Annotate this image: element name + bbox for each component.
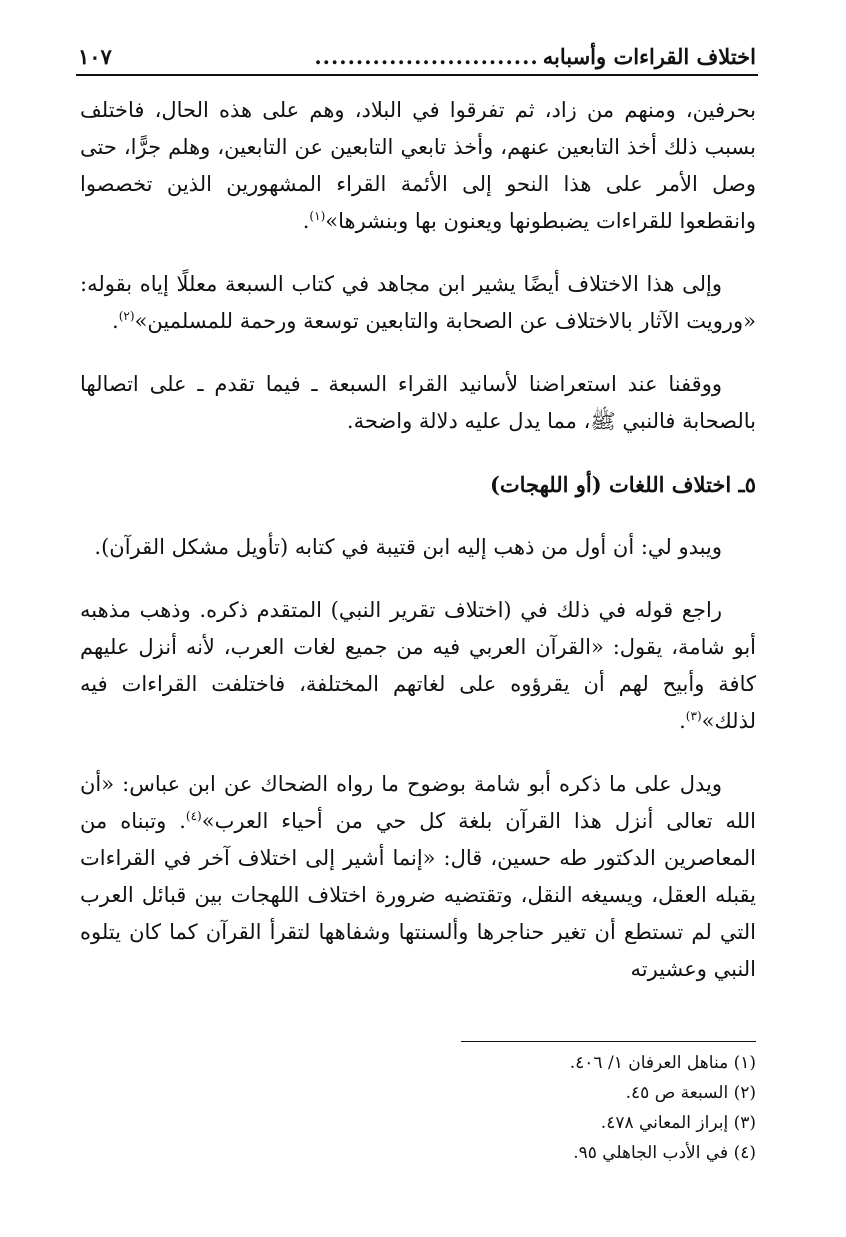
running-header — [78, 38, 756, 72]
paragraph-3: ووقفنا عند استعراضنا لأسانيد القراء السبعة ـ فيما تقدم ـ على اتصالها بالصحابة فالنبي ﷺ، مما يدل عليه دلالة واضحة. — [80, 372, 756, 433]
footnote-ref-2: (٢) — [118, 309, 135, 323]
header-title: اختلاف القراءات وأسبابه — [542, 44, 756, 69]
footnote-4: (٤) في الأدب الجاهلي ٩٥. — [573, 1143, 756, 1163]
paragraph-1: بحرفين، ومنهم من زاد، ثم تفرقوا في البلاد، وهم على هذه الحال، فاختلف بسبب ذلك أخذ التابعين عنهم، وأخذ تابعي التابعين عن التابعين، وهلم جرًّا، حتى وصل الأمر على هذا النحو إلى الأئمة القراء المشهورين الذين تخصصوا وانقطعوا للقراءات يضبطونها ويعنون بها وبنشرها»$^{(١)}$. — [80, 98, 756, 233]
footnotes — [300, 1048, 756, 1168]
footnote-3: (٣) إبراز المعاني ٤٧٨. — [600, 1113, 756, 1133]
header-rule — [76, 74, 758, 76]
footnote-2: (٢) السبعة ص ٤٥. — [625, 1083, 756, 1103]
page-body — [80, 92, 756, 1014]
footnote-ref-3: (٣) — [685, 709, 702, 723]
page-number: ١٠٧ — [78, 44, 112, 69]
paragraph-4: ويبدو لي: أن أول من ذهب إليه ابن قتيبة في كتابه (تأويل مشكل القرآن). — [94, 535, 722, 559]
section-heading: ٥ـ اختلاف اللغات (أو اللهجات) — [489, 472, 756, 497]
paragraph-2: وإلى هذا الاختلاف أيضًا يشير ابن مجاهد في كتاب السبعة معللًا إياه بقوله: «ورويت الآثار بالاختلاف عن الصحابة والتابعين توسعة ورحمة للمسلمين»$^{(٢)}$. — [80, 272, 756, 333]
footnote-ref-1: (١) — [309, 209, 326, 223]
paragraph-5: راجع قوله في ذلك في (اختلاف تقرير النبي) المتقدم ذكره. وذهب مذهبه أبو شامة، يقول: «القرآن العربي فيه من جميع لغات العرب، لأنه أنزل عليهم كافة وأبيح لهم أن يقرؤوه على لغاتهم المختلفة، فاختلفت القراءات فيه لذلك»$^{(٣)}$. — [80, 598, 756, 733]
paragraph-6: ويدل على ما ذكره أبو شامة بوضوح ما رواه الضحاك عن ابن عباس: «أن الله تعالى أنزل هذا القرآن بلغة كل حي من أحياء العرب»$^{(٤)}$. وتبناه من المعاصرين الدكتور طه حسين، قال: «إنما أشير إلى اختلاف آخر في القراءات يقبله العقل، ويسيغه النقل، وتقتضيه ضرورة اختلاف اللهجات بين قبائل العرب التي لم تستطع أن تغير حناجرها وألسنتها وشفاهها لتقرأ القرآن كما كان يتلوه النبي وعشيرته — [80, 772, 756, 981]
footnote-1: (١) مناهل العرفان ١/ ٤٠٦. — [569, 1053, 756, 1073]
footnote-rule — [461, 1041, 756, 1042]
footnote-ref-4: (٤) — [185, 809, 202, 823]
header-leader-dots: ........................... — [314, 44, 539, 69]
